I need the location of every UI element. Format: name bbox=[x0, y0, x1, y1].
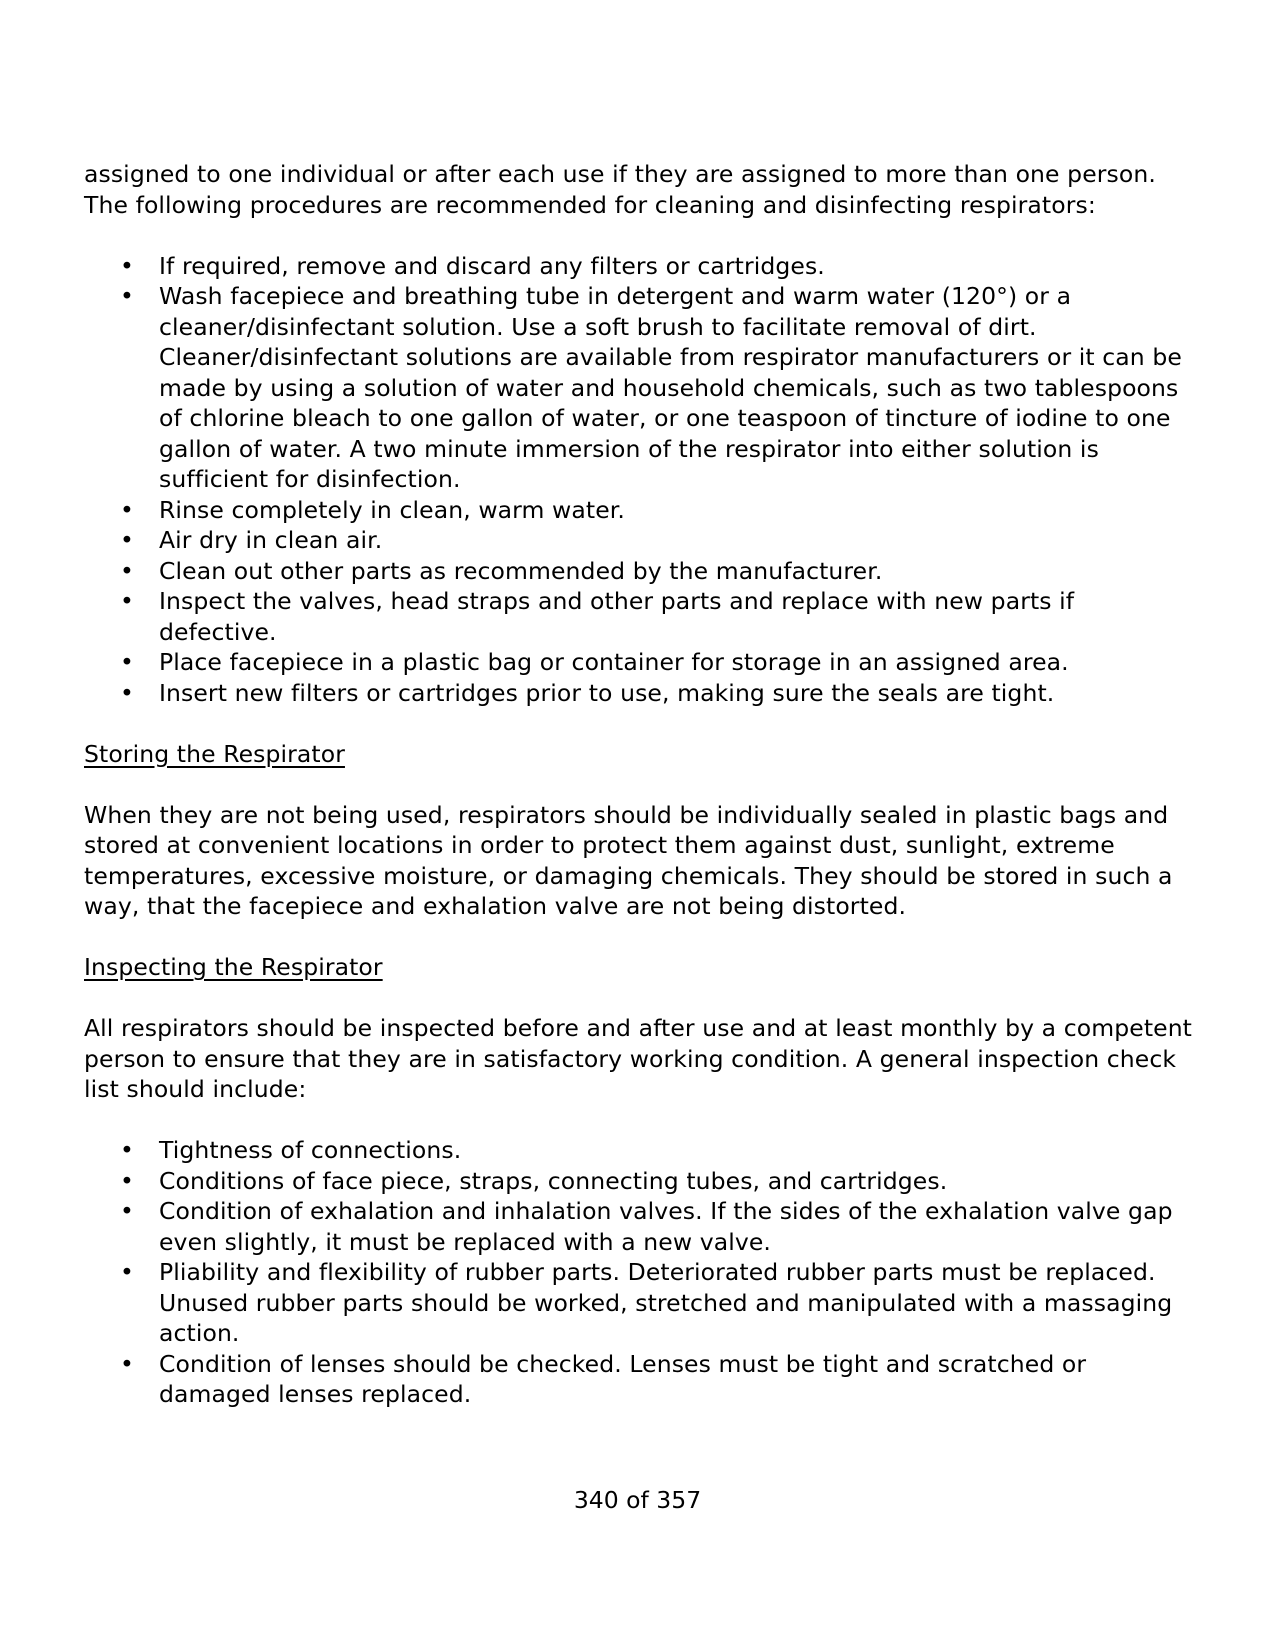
cleaning-steps-list bbox=[84, 251, 1194, 709]
list-item: • Pliability and flexibility of rubber parts. Deteriorated rubber parts must be replaced. Unused rubber parts should be worked, stretched and manipulated with a massaging action. bbox=[84, 1257, 1194, 1349]
list-item: • Air dry in clean air. bbox=[84, 525, 1194, 556]
intro-paragraph: assigned to one individual or after each use if they are assigned to more than one person. The following procedures are recommended for cleaning and disinfecting respirators: bbox=[84, 160, 1156, 219]
inspecting-paragraph: All respirators should be inspected before and after use and at least monthly by a competent person to ensure that they are in satisfactory working condition. A general inspection check list should include: bbox=[84, 1014, 1192, 1103]
list-item: • Place facepiece in a plastic bag or container for storage in an assigned area. bbox=[84, 647, 1194, 678]
list-item: • Conditions of face piece, straps, connecting tubes, and cartridges. bbox=[84, 1166, 1194, 1197]
storing-paragraph: When they are not being used, respirators should be individually sealed in plastic bags and stored at convenient locations in order to protect them against dust, sunlight, extreme temperatures, excessive moisture, or damaging chemicals. They should be stored in such a way, that the facepiece and exhalation valve are not being distorted. bbox=[84, 800, 1173, 920]
inspecting-heading: Inspecting the Respirator bbox=[84, 953, 383, 981]
list-item: • Clean out other parts as recommended by the manufacturer. bbox=[84, 556, 1194, 587]
document-page bbox=[84, 159, 1194, 1410]
list-item: • Insert new filters or cartridges prior to use, making sure the seals are tight. bbox=[84, 678, 1194, 709]
storing-heading: Storing the Respirator bbox=[84, 739, 345, 768]
inspection-checklist bbox=[84, 1135, 1194, 1410]
list-item: • Rinse completely in clean, warm water. bbox=[84, 495, 1194, 526]
list-item: • Tightness of connections. bbox=[84, 1135, 1194, 1166]
list-item: • If required, remove and discard any filters or cartridges. bbox=[84, 251, 1194, 282]
list-item: • Wash facepiece and breathing tube in detergent and warm water (120°) or a cleaner/disinfectant solution. Use a soft brush to facilitate removal of dirt. Cleaner/disinfectant solutions are available from respirator manufacturers or it can be made by using a solution of water and household chemicals, such as two tablespoons of chlorine bleach to one gallon of water, or one teaspoon of tincture of iodine to one gallon of water. A two minute immersion of the respirator into either solution is sufficient for disinfection. bbox=[84, 281, 1194, 495]
page-number: 340 of 357 bbox=[573, 1486, 702, 1514]
list-item: • Condition of lenses should be checked. Lenses must be tight and scratched or damaged lenses replaced. bbox=[84, 1349, 1194, 1410]
list-item: • Inspect the valves, head straps and other parts and replace with new parts if defective. bbox=[84, 586, 1194, 647]
list-item: • Condition of exhalation and inhalation valves. If the sides of the exhalation valve gap even slightly, it must be replaced with a new valve. bbox=[84, 1196, 1194, 1257]
